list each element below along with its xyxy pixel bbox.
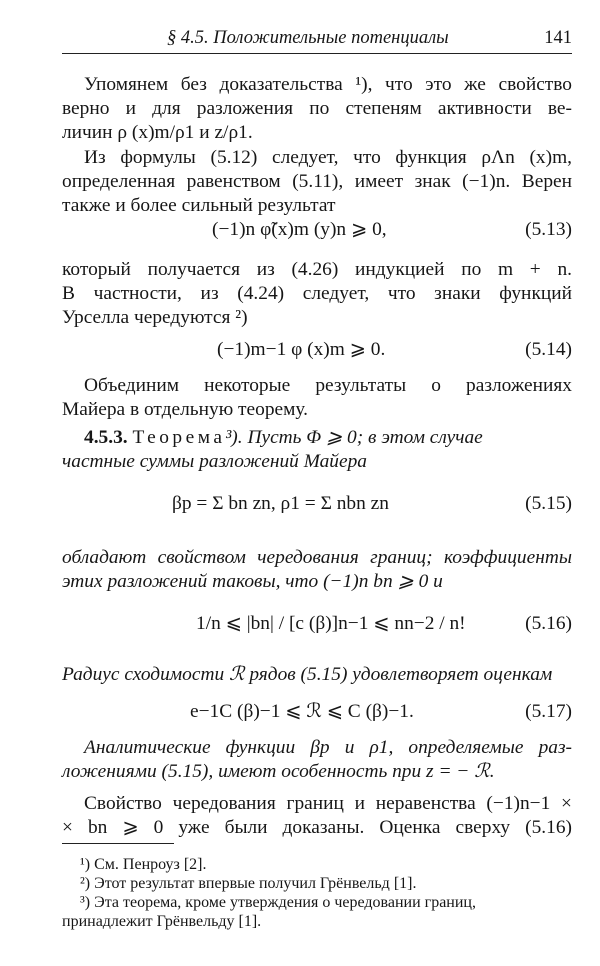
- equation-5-15: βp = Σ bn zn, ρ1 = Σ nbn zn: [172, 493, 389, 514]
- text-line: В частности, из (4.24) следует, что знаки функций: [62, 283, 572, 304]
- theorem-line: этих разложений таковы, что (−1)n bn ⩾ 0 и: [62, 571, 443, 592]
- theorem-line: [62, 426, 572, 450]
- equation-number: (5.14): [525, 339, 572, 360]
- theorem-line: частные суммы разложений Майера: [62, 451, 367, 472]
- text-line: также и более сильный результат: [62, 195, 336, 216]
- header-rule: [62, 53, 572, 54]
- theorem-line: ложениями (5.15), имеют особенность при z = − ℛ.: [62, 761, 495, 782]
- footnote: принадлежит Грёнвельду [1].: [62, 913, 262, 930]
- footnote-mark: ³).: [225, 427, 243, 448]
- text-line: который получается из (4.26) индукцией по m + n.: [62, 259, 572, 280]
- theorem-line: Аналитические функции βp и ρ1, определяемые раз-: [84, 737, 572, 758]
- running-title: § 4.5. Положительные потенциалы: [167, 28, 449, 48]
- text-line: Свойство чередования границ и неравенства (−1)n−1 ×: [84, 793, 572, 814]
- theorem-text: Пусть Φ ⩾ 0; в этом случае: [247, 427, 483, 448]
- text-line: Из формулы (5.12) следует, что функция ρΛn (x)m,: [84, 147, 572, 168]
- text-line: личин ρ (x)m/ρ1 и z/ρ1.: [62, 122, 253, 143]
- footnote: ¹) См. Пенроуз [2].: [80, 856, 207, 873]
- text-line: Объединим некоторые результаты о разложениях: [84, 375, 572, 396]
- equation-number: (5.16): [525, 613, 572, 634]
- page-number: 141: [544, 28, 572, 48]
- footnote-rule: [62, 843, 174, 844]
- text-line: определенная равенством (5.11), имеет знак (−1)n. Верен: [62, 171, 572, 192]
- equation-number: (5.13): [525, 219, 572, 240]
- text-line: × bn ⩾ 0 уже были доказаны. Оценка сверху (5.16): [62, 817, 572, 838]
- footnote: ²) Этот результат впервые получил Грёнвельд [1].: [80, 875, 417, 892]
- theorem-number: 4.5.3.: [84, 427, 128, 448]
- equation-5-16: 1/n ⩽ |bn| / [c (β)]n−1 ⩽ nn−2 / n!: [196, 613, 466, 634]
- text-line: Майера в отдельную теорему.: [62, 399, 308, 420]
- theorem-word: Теорема: [132, 427, 226, 448]
- page-header: [62, 26, 572, 54]
- theorem-line: Радиус сходимости ℛ рядов (5.15) удовлетворяет оценкам: [62, 664, 553, 685]
- equation-5-13: (−1)n φ̃(x)m (y)n ⩾ 0,: [212, 219, 387, 240]
- footnote: ³) Эта теорема, кроме утверждения о чередовании границ,: [80, 894, 476, 911]
- text-line: Урселла чередуются ²): [62, 307, 248, 328]
- equation-number: (5.15): [525, 493, 572, 514]
- equation-number: (5.17): [525, 701, 572, 722]
- equation-5-14: (−1)m−1 φ (x)m ⩾ 0.: [217, 339, 386, 360]
- text-line: верно и для разложения по степеням активности ве-: [62, 98, 572, 119]
- text-line: Упомянем без доказательства ¹), что это же свойство: [84, 74, 572, 95]
- theorem-line: обладают свойством чередования границ; коэффициенты: [62, 547, 572, 568]
- equation-5-17: e−1C (β)−1 ⩽ ℛ ⩽ C (β)−1.: [190, 701, 414, 722]
